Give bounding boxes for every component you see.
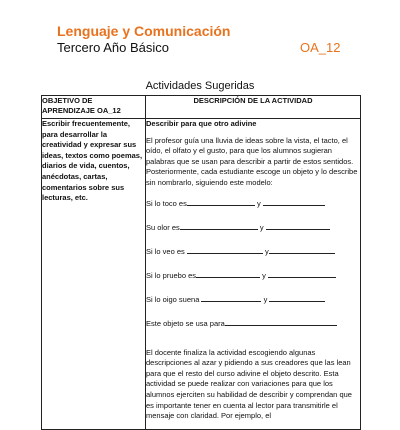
answer-blank — [180, 222, 258, 230]
template-last-prefix: Este objeto se usa para — [146, 318, 225, 328]
template-connector: y — [262, 270, 266, 280]
objective-text: Escribir frecuentemente, para desarrollar la creatividad y expresar sus ideas, textos como poemas, diarios de vida, cuentos, anécdotas, cartas, comentarios sobre sus lecturas, etc. — [42, 119, 146, 430]
answer-blank — [263, 198, 325, 206]
activities-table — [41, 95, 361, 430]
template-prefix: Si lo pruebo es — [146, 270, 197, 280]
description-column-header: DESCRIPCIÓN DE LA ACTIVIDAD — [146, 96, 361, 119]
answer-blank — [187, 246, 263, 254]
activity-closing: El docente finaliza la actividad escogiendo algunas descripciones al azar y pidiendo a sus creadores que las lean para que el resto del curso adivine el objeto descrito. Esta actividad se puede realizar con variaciones para que los alumnos ejerciten su habilidad de describir y comprendan que es importante tener en cuenta al lector para transmitirle el mensaje con claridad. Por ejemplo, el — [146, 347, 352, 421]
table-header-row — [42, 96, 361, 119]
template-line — [146, 198, 360, 222]
activity-description — [146, 119, 361, 430]
template-prefix: Si lo oigo suena — [146, 294, 200, 304]
template-line — [146, 270, 360, 294]
activity-title: Describir para que otro adivine — [146, 119, 257, 128]
template-prefix: Si lo veo es — [146, 246, 185, 256]
template-connector: y — [259, 222, 264, 232]
template-line — [146, 318, 360, 342]
objective-code: OA_12 — [300, 40, 341, 55]
answer-blank — [201, 294, 261, 302]
activity-intro: El profesor guía una lluvia de ideas sobre la vista, el tacto, el oído, el olfato y el gusto, para que los alumnos sugieran palabras que se usan para describir a partir de estos sentidos. Posteriormente, cada estudiante escoge un objeto y lo describe sin nombrarlo, siguiendo este modelo: — [146, 135, 358, 187]
template-connector: y — [263, 294, 268, 304]
description-template — [146, 198, 360, 342]
template-line — [146, 222, 360, 246]
template-prefix: Si lo toco es — [146, 198, 187, 208]
template-connector: y — [256, 198, 261, 208]
template-line — [146, 294, 360, 318]
table-row — [42, 119, 361, 430]
objective-column-header: OBJETIVO DE APRENDIZAJE OA_12 — [42, 96, 146, 119]
template-line — [146, 246, 360, 270]
section-title: Actividades Sugeridas — [145, 80, 255, 92]
answer-blank — [225, 318, 337, 326]
template-connector: y — [264, 246, 269, 256]
answer-blank — [266, 222, 330, 230]
subject-title: Lenguaje y Comunicación — [57, 23, 231, 39]
answer-blank — [269, 294, 325, 302]
answer-blank — [268, 270, 336, 278]
template-prefix: Su olor es — [146, 222, 180, 232]
answer-blank — [187, 198, 255, 206]
answer-blank — [196, 270, 260, 278]
answer-blank — [269, 246, 335, 254]
grade-label: Tercero Año Básico — [57, 40, 170, 55]
